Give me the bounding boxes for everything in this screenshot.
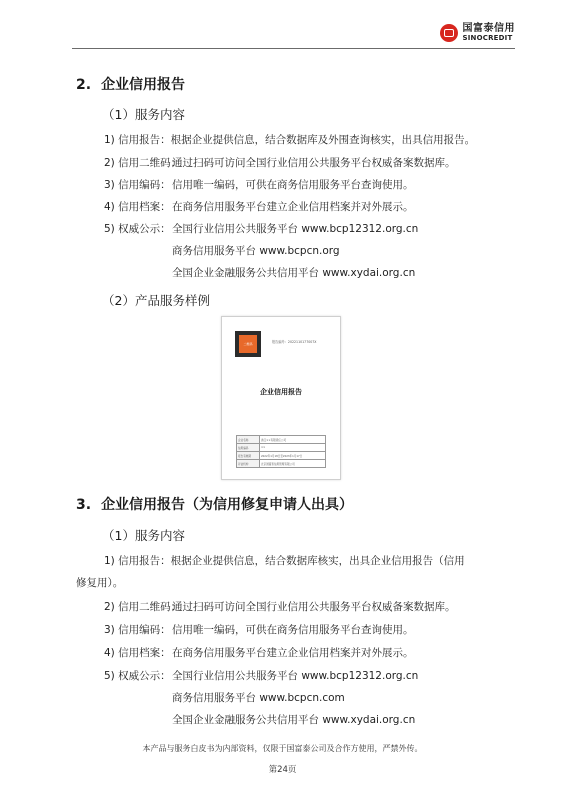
sample-report-number: 报告编号：2022110177007X [272, 340, 317, 344]
page-number: 第24页 [268, 765, 297, 775]
section-2-subheading-sample: （2）产品服务样例 [102, 293, 210, 308]
brand-name-en: SINOCREDIT [462, 34, 513, 42]
list-item-continuation: 商务信用服务平台 www.bcpcn.com [172, 692, 345, 704]
table-row: 企业名称 浙江××有限责任公司 [237, 436, 326, 444]
list-item: 2) 信用二维码：通过扫码可访问全国行业信用公共服务平台权威备案数据库。 [104, 157, 456, 169]
list-item-continuation: 商务信用服务平台 www.bcpcn.org [172, 245, 340, 257]
list-item-continuation: 修复用）。 [76, 577, 124, 589]
list-item: 5) 权威公示：全国行业信用公共服务平台 www.bcp12312.org.cn [104, 670, 419, 682]
sample-report-image [221, 316, 341, 480]
brand-logo [440, 24, 516, 42]
table-row: 评估机构 北京国富泰信用管理有限公司 [237, 460, 326, 468]
brand-logo-icon [440, 24, 458, 42]
section-3-heading: 3. 企业信用报告（为信用修复申请人出具） [76, 497, 354, 513]
section-2-heading: 2. 企业信用报告 [76, 77, 186, 93]
list-item: 3) 信用编码：信用唯一编码，可供在商务信用服务平台查询使用。 [104, 624, 414, 636]
section-3-subheading-service: （1）服务内容 [102, 528, 185, 543]
footer-disclaimer: 本产品与服务白皮书为内部资料，仅限于国富泰公司及合作方使用，严禁外传。 [142, 744, 423, 753]
qr-code-icon: 二维码 [235, 331, 261, 357]
table-row: 信用编码 ×× [237, 444, 326, 452]
brand-name-cn: 国富泰信用 [462, 23, 515, 34]
list-item: 4) 信用档案：在商务信用服务平台建立企业信用档案并对外展示。 [104, 201, 414, 213]
sample-report-table [236, 435, 326, 468]
sample-report-title: 企业信用报告 [260, 388, 302, 396]
list-item: 2) 信用二维码：通过扫码可访问全国行业信用公共服务平台权威备案数据库。 [104, 601, 456, 613]
list-item: 1) 信用报告：根据企业提供信息，结合数据库核实，出具企业信用报告（信用 [104, 555, 465, 567]
list-item: 5) 权威公示：全国行业信用公共服务平台 www.bcp12312.org.cn [104, 223, 419, 235]
header-divider [72, 48, 515, 49]
table-row: 报告有效期 2022年1月18日至2023年1月17日 [237, 452, 326, 460]
section-2-subheading-service: （1）服务内容 [102, 107, 185, 122]
list-item-continuation: 全国企业金融服务公共信用平台 www.xydai.org.cn [172, 267, 416, 279]
list-item: 1) 信用报告：根据企业提供信息，结合数据库及外围查询核实，出具信用报告。 [104, 134, 476, 146]
list-item-continuation: 全国企业金融服务公共信用平台 www.xydai.org.cn [172, 714, 416, 726]
list-item: 3) 信用编码：信用唯一编码，可供在商务信用服务平台查询使用。 [104, 179, 414, 191]
list-item: 4) 信用档案：在商务信用服务平台建立企业信用档案并对外展示。 [104, 647, 414, 659]
